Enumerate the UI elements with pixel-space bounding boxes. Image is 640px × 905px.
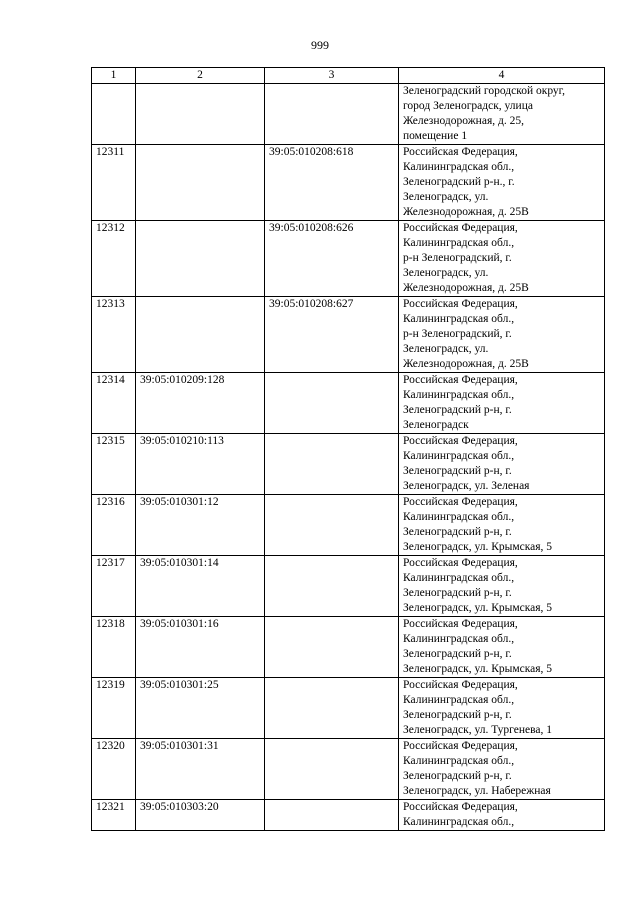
address-line: помещение 1 [403,130,468,142]
address-cell [399,739,605,800]
address-line: Зеленоградск, ул. Крымская, 5 [403,663,553,675]
cadastral-number-cell [265,617,399,678]
cadastral-number-cell [136,221,265,297]
row-number-cell [92,84,136,145]
address-cell [399,145,605,221]
table-row [92,297,605,373]
cadastral-number-cell: 39:05:010208:627 [265,297,399,373]
address-line: р-н Зеленоградский, г. [403,328,512,340]
cadastral-number-cell [265,739,399,800]
address-line: Зеленоградский р-н, г. [403,709,512,721]
address-line: Зеленоградск, ул. Крымская, 5 [403,541,553,553]
table-row [92,84,605,145]
address-line: город Зеленоградск, улица [403,100,533,112]
cadastral-number-cell [265,800,399,831]
address-line: Железнодорожная, д. 25, [403,115,524,127]
address-line: Калининградская обл., [403,694,515,706]
address-cell [399,297,605,373]
address-line: Калининградская обл., [403,389,515,401]
row-number-cell: 12316 [92,495,136,556]
address-line: Зеленоградский р-н, г. [403,465,512,477]
cadastral-number-cell [265,84,399,145]
row-number-cell: 12317 [92,556,136,617]
cadastral-number-cell: 39:05:010301:12 [136,495,265,556]
address-line: Зеленоградск, ул. [403,267,489,279]
address-line: Российская Федерация, [403,618,518,630]
table-row [92,678,605,739]
address-line: Зеленоградский р-н, г. [403,648,512,660]
address-line: Калининградская обл., [403,237,515,249]
address-line: Зеленоградск, ул. Тургенева, 1 [403,724,552,736]
address-line: Зеленоградск, ул. Крымская, 5 [403,602,553,614]
address-line: Зеленоградск, ул. Набережная [403,785,551,797]
table-row [92,145,605,221]
address-cell [399,221,605,297]
cadastral-number-cell [136,297,265,373]
address-line: Российская Федерация, [403,298,518,310]
row-number-cell: 12315 [92,434,136,495]
registry-table [91,67,605,831]
page-number: 999 [311,38,329,52]
cadastral-number-cell [136,145,265,221]
address-line: Железнодорожная, д. 25В [403,206,529,218]
address-line: Зеленоградск [403,419,469,431]
address-line: Зеленоградск, ул. Зеленая [403,480,530,492]
cadastral-number-cell [265,434,399,495]
cadastral-number-cell: 39:05:010208:618 [265,145,399,221]
row-number-cell: 12320 [92,739,136,800]
cadastral-number-cell: 39:05:010301:14 [136,556,265,617]
cadastral-number-cell: 39:05:010301:25 [136,678,265,739]
cadastral-number-cell [265,495,399,556]
address-cell [399,84,605,145]
address-line: Российская Федерация, [403,146,518,158]
column-header: 4 [399,68,605,84]
table-row [92,800,605,831]
row-number-cell: 12318 [92,617,136,678]
address-line: Калининградская обл., [403,511,515,523]
column-header: 3 [265,68,399,84]
address-line: Калининградская обл., [403,572,515,584]
address-cell [399,556,605,617]
address-line: Калининградская обл., [403,755,515,767]
cadastral-number-cell [265,678,399,739]
table-body [92,84,605,831]
address-line: Зеленоградск, ул. [403,343,489,355]
address-line: Зеленоградский р-н, г. [403,526,512,538]
address-cell [399,678,605,739]
row-number-cell: 12313 [92,297,136,373]
address-cell [399,434,605,495]
address-line: Калининградская обл., [403,161,515,173]
cadastral-number-cell: 39:05:010210:113 [136,434,265,495]
column-header: 1 [92,68,136,84]
address-cell [399,373,605,434]
row-number-cell: 12314 [92,373,136,434]
address-cell [399,617,605,678]
table-row [92,434,605,495]
row-number-cell: 12312 [92,221,136,297]
address-line: Зеленоградск, ул. [403,191,489,203]
address-cell [399,495,605,556]
address-line: Российская Федерация, [403,557,518,569]
address-line: Калининградская обл., [403,816,515,828]
table-row [92,373,605,434]
address-line: Железнодорожная, д. 25В [403,282,529,294]
table-row [92,221,605,297]
address-line: Зеленоградский р-н., г. [403,176,515,188]
address-line: р-н Зеленоградский, г. [403,252,512,264]
address-line: Зеленоградский р-н, г. [403,770,512,782]
table-row [92,739,605,800]
cadastral-number-cell [265,373,399,434]
address-line: Калининградская обл., [403,633,515,645]
address-line: Российская Федерация, [403,801,518,813]
table-row [92,556,605,617]
row-number-cell: 12321 [92,800,136,831]
cadastral-number-cell [265,556,399,617]
address-line: Российская Федерация, [403,740,518,752]
column-header: 2 [136,68,265,84]
address-line: Зеленоградский р-н, г. [403,587,512,599]
address-line: Российская Федерация, [403,496,518,508]
address-line: Зеленоградский р-н, г. [403,404,512,416]
row-number-cell: 12319 [92,678,136,739]
address-line: Российская Федерация, [403,374,518,386]
cadastral-number-cell [136,84,265,145]
address-line: Российская Федерация, [403,679,518,691]
table-row [92,495,605,556]
address-line: Калининградская обл., [403,450,515,462]
table-header-row [92,68,605,84]
row-number-cell: 12311 [92,145,136,221]
table-row [92,617,605,678]
address-line: Зеленоградский городской округ, [403,85,565,97]
cadastral-number-cell: 39:05:010209:128 [136,373,265,434]
cadastral-number-cell: 39:05:010208:626 [265,221,399,297]
address-line: Российская Федерация, [403,435,518,447]
address-cell [399,800,605,831]
cadastral-number-cell: 39:05:010301:31 [136,739,265,800]
cadastral-number-cell: 39:05:010303:20 [136,800,265,831]
address-line: Железнодорожная, д. 25В [403,358,529,370]
cadastral-number-cell: 39:05:010301:16 [136,617,265,678]
address-line: Российская Федерация, [403,222,518,234]
address-line: Калининградская обл., [403,313,515,325]
